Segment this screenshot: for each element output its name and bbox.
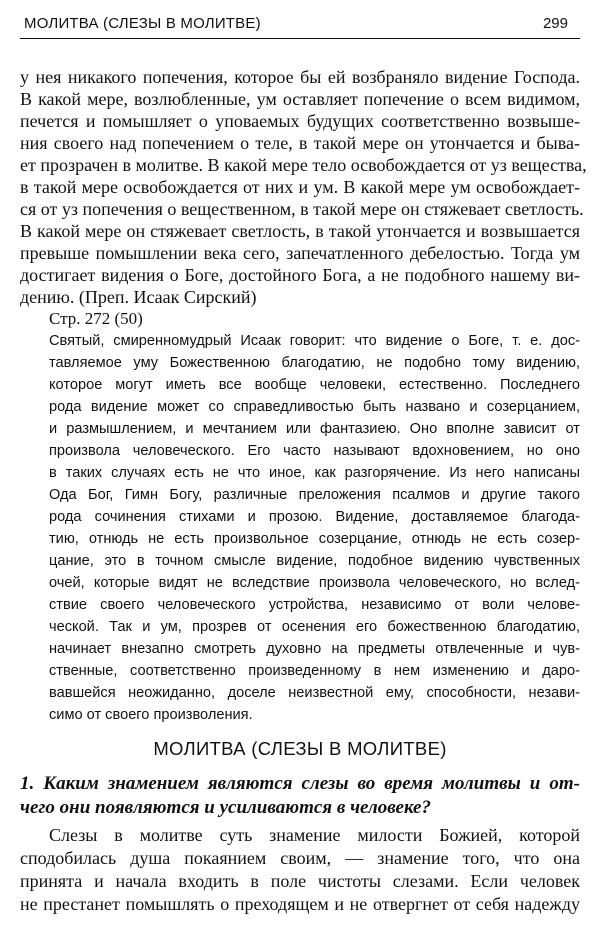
commentary-line: ственные, соответственно произведенному в нем изменению и даро- bbox=[49, 663, 580, 679]
page-number: 299 bbox=[542, 15, 568, 32]
paragraph1-line: дению. (Преп. Исаак Сирский) bbox=[20, 287, 257, 307]
commentary-line: тию, отнюдь не есть произвольное созерцание, отнюдь не есть созер- bbox=[49, 531, 580, 547]
paragraph1-line: в такой мере освобождается от них и ум. В какой мере ум освобождает- bbox=[20, 177, 580, 197]
commentary-line: рода сочинения стихами и прозою. Видение, доставляемое благода- bbox=[49, 509, 580, 525]
section-heading: МОЛИТВА (СЛЕЗЫ В МОЛИТВЕ) bbox=[153, 738, 447, 759]
question-line: 1. Каким знамением являются слезы во время молитвы и от- bbox=[20, 773, 580, 794]
commentary-line: Ода Бог, Гимн Богу, различные преложения псалмов и другие такого bbox=[49, 487, 580, 503]
paragraph1-line: В какой мере, возлюбленные, ум оставляет попечение о всем видимом, bbox=[20, 89, 580, 109]
commentary-line: Святый, смиренномудрый Исаак говорит: что видение о Боге, т. е. дос- bbox=[49, 333, 580, 349]
commentary-line: цание, это в точном смысле видение, подобное видению чувственных bbox=[49, 553, 580, 569]
commentary-line: начинает внезапно смотреть духовно на предметы отвлеченные и чув- bbox=[49, 641, 580, 657]
commentary-line: которое могут иметь все вообще человеки, естественно. Последнего bbox=[49, 377, 580, 393]
paragraph1-line: превыше помышлении века сего, запечатленного дебелостью. Тогда ум bbox=[20, 243, 580, 263]
answer-line: не престанет помышлять о преходящем и не отвергнет от себя надежду bbox=[20, 894, 580, 914]
commentary-line: очей, которые видят не вследствие произвола человеческого, но вслед- bbox=[49, 575, 580, 591]
paragraph1-line: ет прозрачен в молитве. В какой мере тело освобождается от уз вещества, bbox=[20, 155, 587, 175]
answer-line: принята и начала входить в поле чистоты слезами. Если человек bbox=[20, 871, 580, 891]
paragraph1-line: достигает видения о Боге, достойного Бога, а не подобного нашему ви- bbox=[20, 265, 580, 285]
commentary-line: произвола человеческого. Его часто называют вдохновением, но оно bbox=[49, 443, 580, 459]
commentary-line: симо от своего произволения. bbox=[49, 707, 253, 723]
answer-line: Слезы в молитве суть знамение милости Божией, которой bbox=[49, 825, 580, 845]
commentary-line: и размышлением, и мечтанием или фантазиею. Оно вполне зависит от bbox=[49, 421, 580, 437]
running-title: МОЛИТВА (СЛЕЗЫ В МОЛИТВЕ) bbox=[24, 15, 261, 32]
commentary-line: в таких случаях есть не что иное, как разгорячение. Из него написаны bbox=[49, 465, 580, 481]
commentary-line: рода видение может со справедливостью быть названо и созерцанием, bbox=[49, 399, 580, 415]
answer-line: сподобилась душа покаянием своим, — знамение того, что она bbox=[20, 848, 580, 868]
paragraph1-line: у нея никакого попечения, которое бы ей возбраняло видение Господа. bbox=[20, 67, 580, 87]
question-line: чего они появляются и усиливаются в человеке? bbox=[20, 797, 431, 818]
paragraph1-line: ния своего над попечением о теле, в такой мере он утончается и быва- bbox=[20, 133, 580, 153]
commentary-line: ческой. Так и ум, прозрев от осенения его божественною благодатию, bbox=[49, 619, 580, 635]
paragraph1-line: В какой мере он стяжевает светлость, в такой утончается и возвышается bbox=[20, 221, 580, 241]
page-reference: Стр. 272 (50) bbox=[49, 309, 143, 328]
paragraph1-line: ся от уз попечения о вещественном, в такой мере он стяжевает светлость. bbox=[20, 199, 584, 219]
commentary-line: вавшейся неожиданно, доселе неизвестной ему, способности, незави- bbox=[49, 685, 580, 701]
paragraph1-line: печется и помышляет о уповаемых будущих соответственно возвыше- bbox=[20, 111, 580, 131]
page-header bbox=[20, 12, 580, 39]
commentary-line: тавляемое уму Божественною благодатию, не подобно тому видению, bbox=[49, 355, 580, 371]
commentary-line: ствие своего человеческого устройства, независимо от воли челове- bbox=[49, 597, 580, 613]
